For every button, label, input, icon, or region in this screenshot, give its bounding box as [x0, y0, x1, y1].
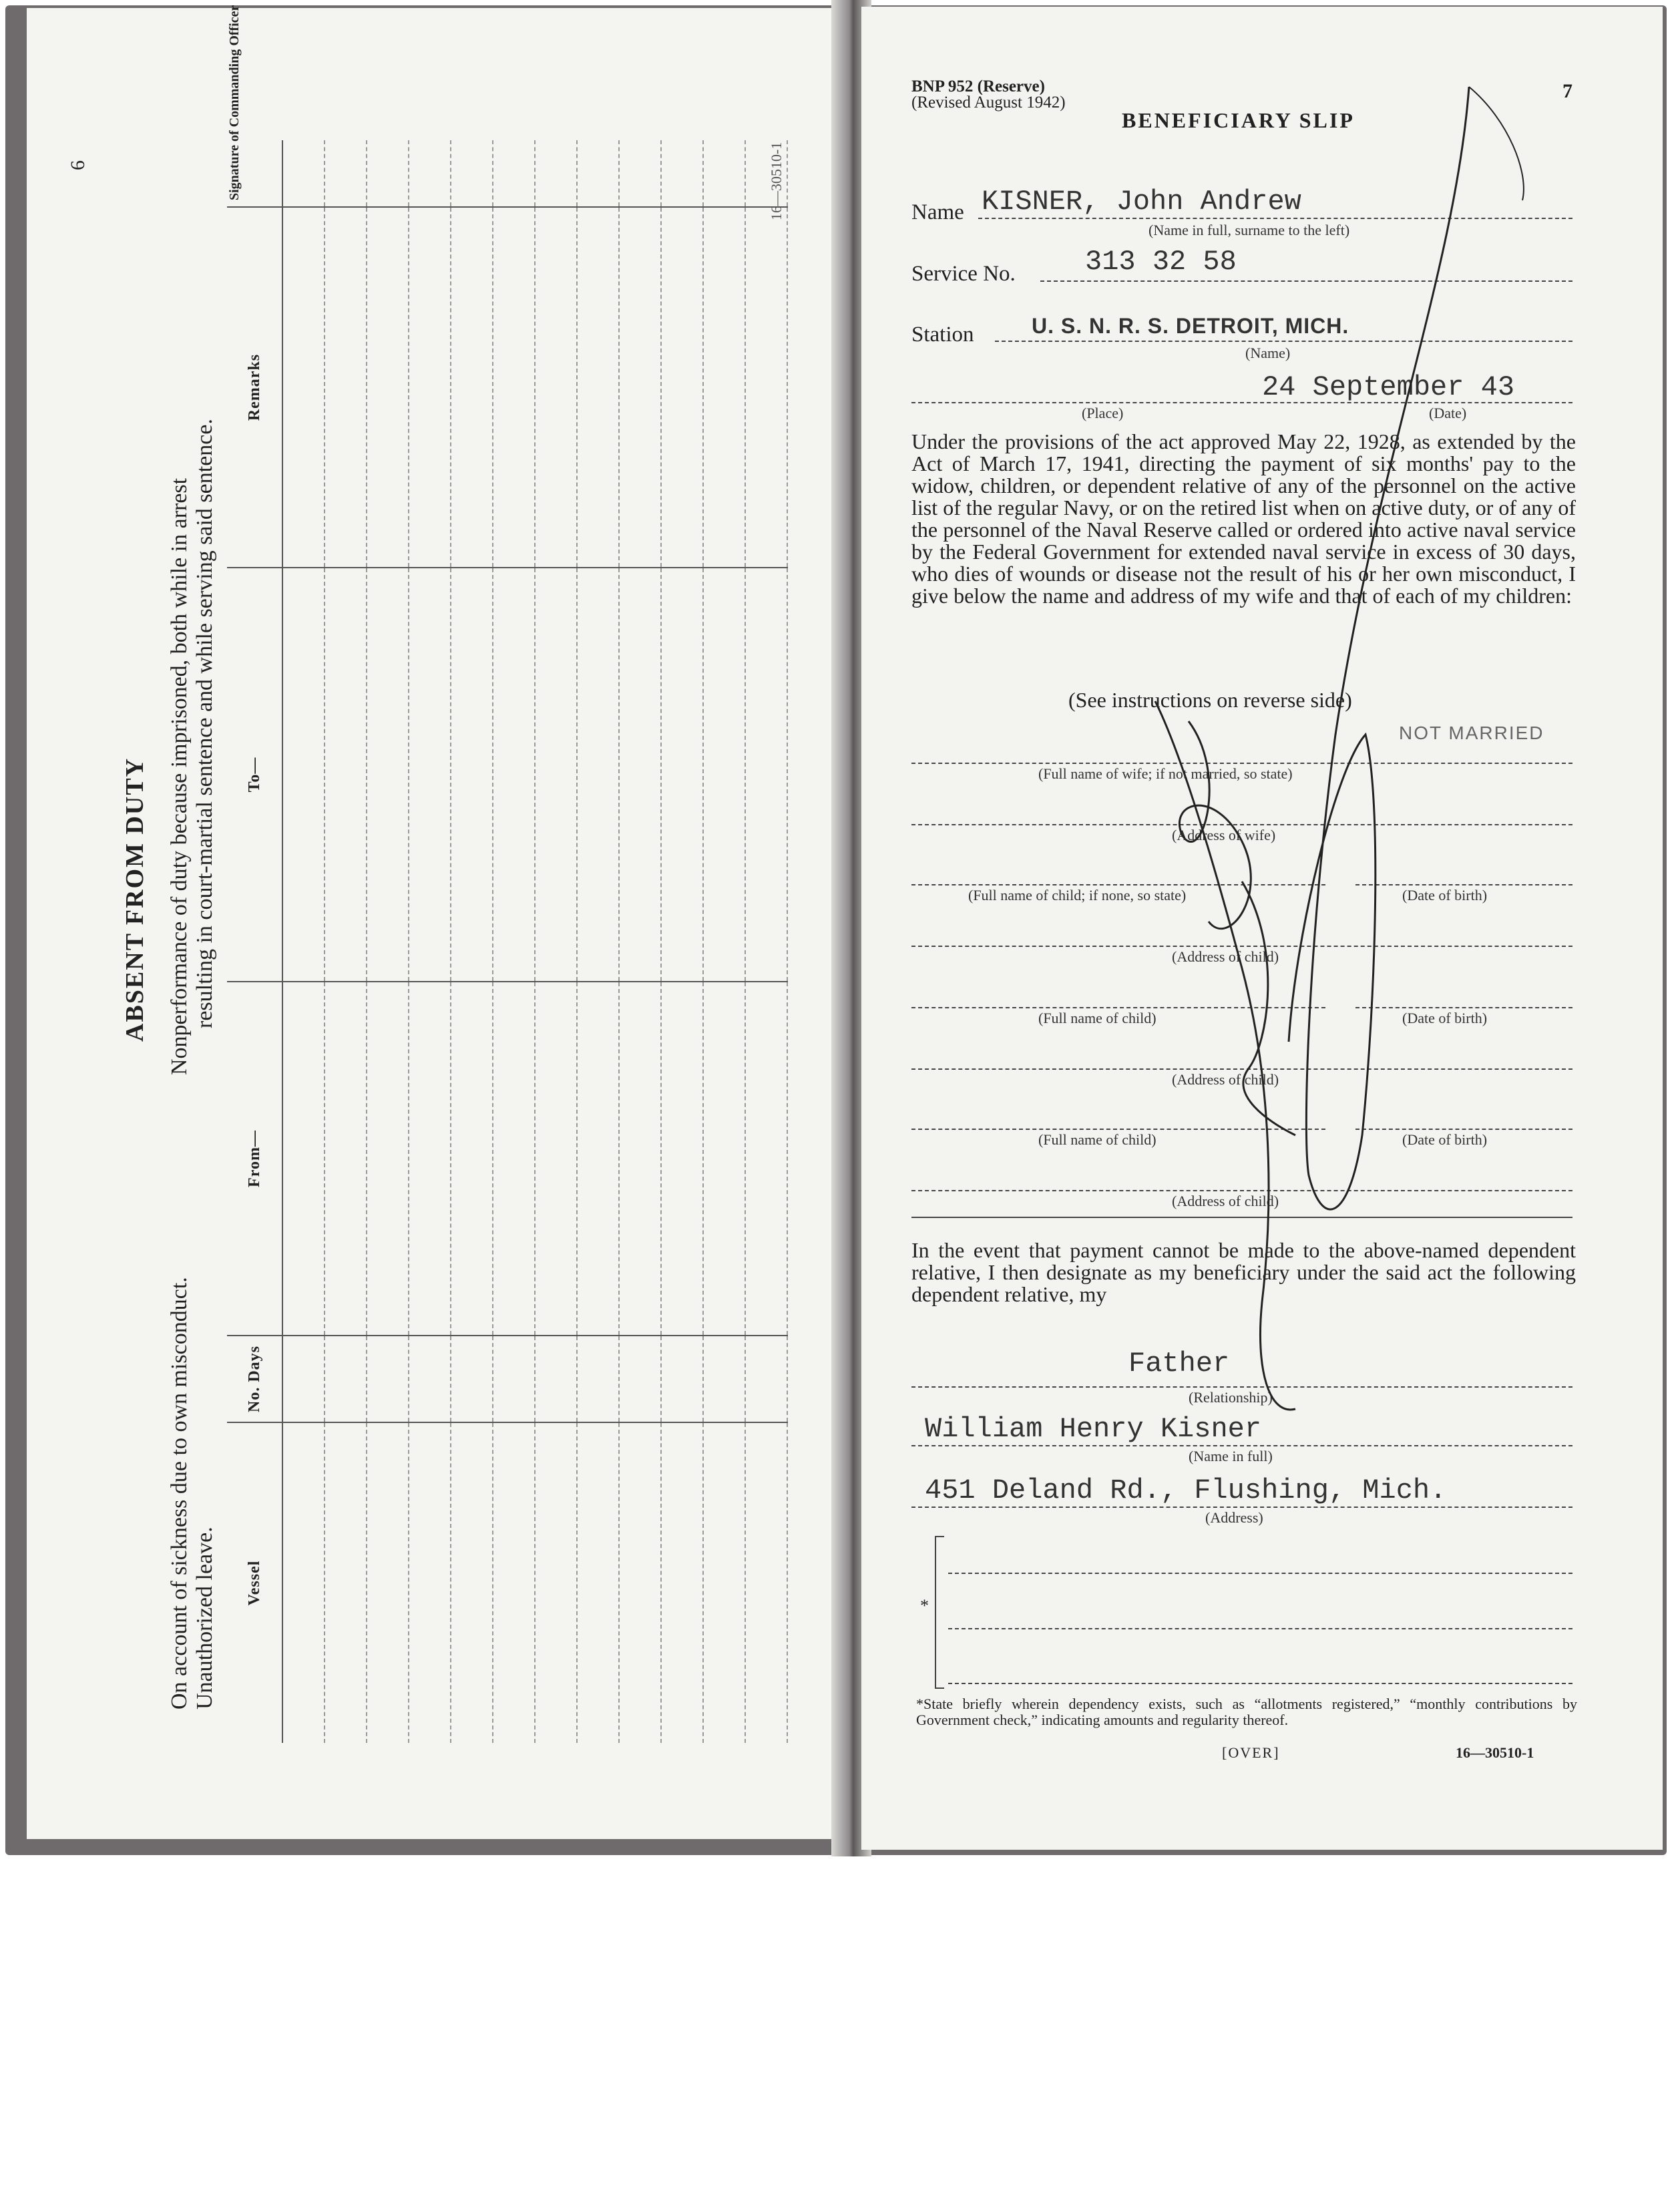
table-row — [451, 140, 493, 1743]
name-hint: (Name in full, surname to the left) — [1148, 222, 1350, 238]
name-label: Name — [911, 200, 964, 224]
station-label: Station — [911, 323, 974, 347]
date-hint: (Date) — [1429, 405, 1467, 421]
form-id: BNP 952 (Reserve) — [911, 77, 1045, 95]
column-header-from: From— — [227, 982, 282, 1336]
table-row — [282, 140, 325, 1743]
beneficiary-address-value: 451 Deland Rd., Flushing, Mich. — [925, 1474, 1447, 1507]
station-value: U. S. N. R. S. DETROIT, MICH. — [1032, 314, 1349, 338]
wife-hint: (Full name of wife; if not married, so state) — [1038, 765, 1293, 782]
dependency-line-3 — [948, 1683, 1572, 1684]
beneficiary-name-value: William Henry Kisner — [925, 1413, 1262, 1445]
over-marker: [OVER] — [1222, 1744, 1280, 1761]
column-header-no-days: No. Days — [227, 1336, 282, 1422]
dependency-bracket — [935, 1536, 944, 1689]
date-value: 24 September 43 — [1262, 371, 1515, 403]
column-header-vessel: Vessel — [227, 1422, 282, 1743]
service-number-line — [1040, 280, 1572, 282]
child-1-address-line — [911, 946, 1572, 947]
intro-line-4: resulting in court-martial sentence and while serving said sentence. — [192, 419, 217, 1028]
child-3-address-line — [911, 1190, 1572, 1191]
absent-from-duty-table — [227, 140, 788, 1743]
beneficiary-name-line — [911, 1445, 1572, 1446]
beneficiary-slip-title: BENEFICIARY SLIP — [1122, 108, 1355, 132]
child-2-address-line — [911, 1068, 1572, 1070]
provisions-paragraph: Under the provisions of the act approved May 22, 1928, as extended by the Act of March 17, 1941, directing the payment of six months' pay to the widow, children, or dependent relative of any of the personnel on the active list of the regular Navy, or on the retired list when on active duty, or of any of the personnel of the Naval Reserve called or ordered into active naval service by the Federal Government for extended naval service in excess of 30 days, who dies of wounds or disease not the result of his or her own misconduct, I give below the name and address of my wife and that of each of my children: — [911, 429, 1576, 608]
table-row — [409, 140, 451, 1743]
child-2-address-hint: (Address of child) — [1172, 1071, 1279, 1088]
absent-from-duty-title: ABSENT FROM DUTY — [121, 757, 149, 1042]
wife-line — [911, 763, 1572, 764]
dependency-line-2 — [948, 1628, 1572, 1629]
table-row — [577, 140, 619, 1743]
table-row — [493, 140, 535, 1743]
station-line — [995, 341, 1572, 342]
name-value: KISNER, John Andrew — [982, 186, 1301, 218]
intro-line-1: On account of sickness due to own misconduct. — [167, 1277, 192, 1710]
intro-line-3: Nonperformance of duty because imprisoned, both while in arrest — [167, 477, 192, 1075]
left-page-number: 6 — [67, 160, 89, 170]
child-2-dob-line — [1355, 1007, 1572, 1008]
column-header-to: To— — [227, 568, 282, 982]
section-divider — [911, 1217, 1572, 1218]
wife-value: NOT MARRIED — [1399, 723, 1544, 743]
instructions-note: (See instructions on reverse side) — [1068, 688, 1352, 712]
child-1-dob-hint: (Date of birth) — [1402, 887, 1488, 904]
table-row — [619, 140, 661, 1743]
signature-column-header: Signature of Commanding Officer — [227, 5, 242, 200]
station-hint: (Name) — [1245, 345, 1291, 361]
dependency-line-1 — [948, 1573, 1572, 1574]
child-3-name-line — [911, 1129, 1325, 1130]
relationship-hint: (Relationship) — [1189, 1389, 1273, 1406]
child-1-dob-line — [1355, 884, 1572, 885]
dependency-footnote: *State briefly wherein dependency exists, such as “allotments registered,” “monthly contributions by Government check,” indicating amounts and regularity thereof. — [916, 1695, 1577, 1728]
service-number-value: 313 32 58 — [1085, 246, 1237, 278]
child-2-dob-hint: (Date of birth) — [1402, 1010, 1488, 1026]
child-3-hint: (Full name of child) — [1038, 1131, 1157, 1148]
child-3-address-hint: (Address of child) — [1172, 1193, 1279, 1209]
service-number-label: Service No. — [911, 262, 1016, 286]
beneficiary-address-hint: (Address) — [1205, 1509, 1263, 1526]
child-1-address-hint: (Address of child) — [1172, 948, 1279, 965]
table-row — [703, 140, 745, 1743]
table-row — [367, 140, 409, 1743]
table-header-row — [227, 140, 282, 1743]
alternate-beneficiary-paragraph: In the event that payment cannot be made to the above-named dependent relative, I then designate as my beneficiary under the said act the following dependent relative, my — [911, 1238, 1576, 1306]
wife-address-line — [911, 824, 1572, 825]
child-1-hint: (Full name of child; if none, so state) — [968, 887, 1187, 904]
table-row — [535, 140, 577, 1743]
relationship-line — [911, 1386, 1572, 1388]
child-3-dob-line — [1355, 1129, 1572, 1130]
table-row — [661, 140, 703, 1743]
column-header-remarks: Remarks — [227, 207, 282, 568]
relationship-value: Father — [1128, 1348, 1230, 1380]
form-revision: (Revised August 1942) — [911, 93, 1066, 112]
dependency-asterisk: * — [920, 1596, 929, 1615]
child-2-name-line — [911, 1007, 1325, 1008]
beneficiary-address-line — [911, 1507, 1572, 1508]
child-1-name-line — [911, 884, 1325, 885]
table-row — [745, 140, 787, 1743]
intro-line-2: Unauthorized leave. — [192, 1527, 217, 1710]
name-line — [978, 218, 1572, 219]
place-hint: (Place) — [1082, 405, 1124, 421]
table-row — [325, 140, 367, 1743]
child-2-hint: (Full name of child) — [1038, 1010, 1157, 1026]
right-page-number: 7 — [1562, 80, 1572, 102]
beneficiary-name-hint: (Name in full) — [1189, 1448, 1273, 1464]
absent-from-duty-form — [27, 147, 815, 1790]
right-form-code: 16—30510-1 — [1456, 1744, 1534, 1761]
wife-address-hint: (Address of wife) — [1172, 827, 1276, 843]
child-3-dob-hint: (Date of birth) — [1402, 1131, 1488, 1148]
